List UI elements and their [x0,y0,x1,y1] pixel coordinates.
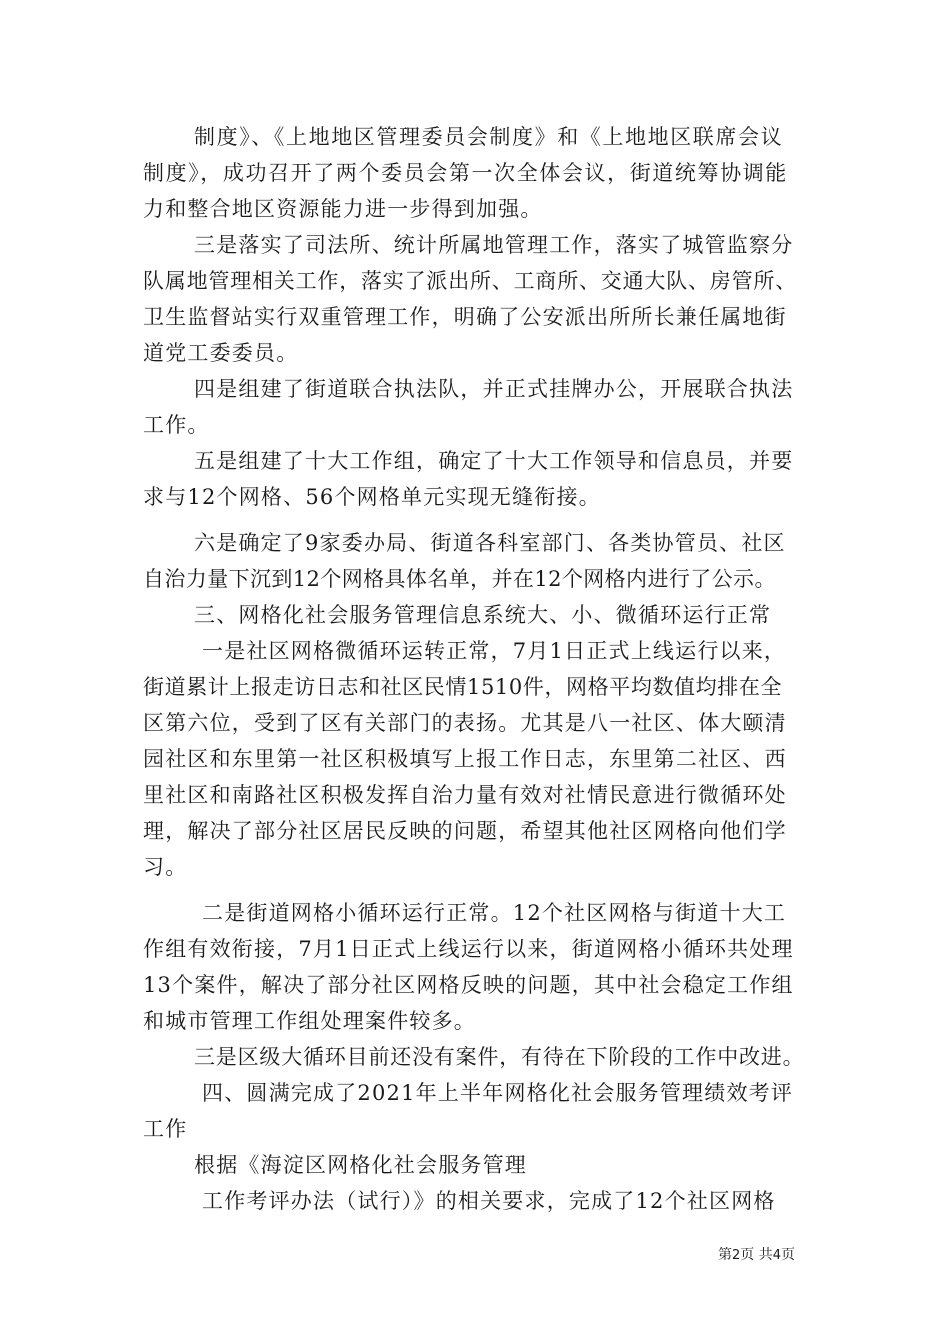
footer-middle: 页 共 [740,1247,773,1263]
section-heading: 四、圆满完成了2021年上半年网格化社会服务管理绩效考评 [202,1081,794,1105]
text-line: 和城市管理工作组处理案件较多。 [143,1009,476,1033]
text-line: 二是街道网格小循环运行正常。12个社区网格与街道十大工 [202,901,787,925]
section-heading: 三、网格化社会服务管理信息系统大、小、微循环运行正常 [194,603,772,627]
text-line: 区第六位，受到了区有关部门的表扬。尤其是八一社区、体大颐清 [143,711,787,735]
text-line: 习。 [143,855,188,879]
text-line: 工作考评办法（试行）》的相关要求，完成了12个社区网格 [202,1189,776,1213]
text-line: 道党工委委员。 [143,341,299,365]
text-line: 街道累计上报走访日志和社区民情1510件，网格平均数值均排在全 [143,675,783,699]
footer-page-number: 2 [732,1248,741,1263]
text-line: 六是确定了9家委办局、街道各科室部门、各类协管员、社区 [194,531,786,555]
footer-total-pages: 4 [772,1248,782,1263]
text-line: 园社区和东里第一社区积极填写上报工作日志，东里第二社区、西 [143,747,787,771]
text-line: 力和整合地区资源能力进一步得到加强。 [143,197,543,221]
text-line: 理，解决了部分社区居民反映的问题，希望其他社区网格向他们学 [143,819,787,843]
footer-suffix: 页 [781,1247,796,1263]
page-footer [718,1247,795,1264]
text-line: 队属地管理相关工作，落实了派出所、工商所、交通大队、房管所、 [143,269,797,293]
text-line: 一是社区网格微循环运转正常，7月1日正式上线运行以来， [202,639,787,663]
text-line: 三是落实了司法所、统计所属地管理工作，落实了城管监察分 [194,233,794,257]
text-line: 里社区和南路社区积极发挥自治力量有效对社情民意进行微循环处 [143,783,787,807]
footer-prefix: 第 [718,1247,732,1263]
text-line: 制度》、《上地地区管理委员会制度》和《上地地区联席会议 [194,125,784,149]
text-line: 根据《海淀区网格化社会服务管理 [194,1153,527,1177]
section-heading-cont: 工作 [143,1117,188,1141]
text-line: 13个案件，解决了部分社区网格反映的问题，其中社会稳定工作组 [143,973,794,997]
text-line: 卫生监督站实行双重管理工作，明确了公安派出所所长兼任属地街 [143,305,787,329]
text-line: 工作。 [143,413,210,437]
text-line: 作组有效衔接，7月1日正式上线运行以来，街道网格小循环共处理 [143,937,794,961]
text-line: 求与12个网格、56个网格单元实现无缝衔接。 [143,485,601,509]
text-line: 五是组建了十大工作组，确定了十大工作领导和信息员，并要 [194,449,794,473]
text-line: 自治力量下沉到12个网格具体名单，并在12个网格内进行了公示。 [143,567,776,591]
text-line: 三是区级大循环目前还没有案件，有待在下阶段的工作中改进。 [194,1045,805,1069]
text-line: 四是组建了街道联合执法队，并正式挂牌办公，开展联合执法 [194,377,794,401]
text-line: 制度》，成功召开了两个委员会第一次全体会议，街道统筹协调能 [143,161,788,185]
